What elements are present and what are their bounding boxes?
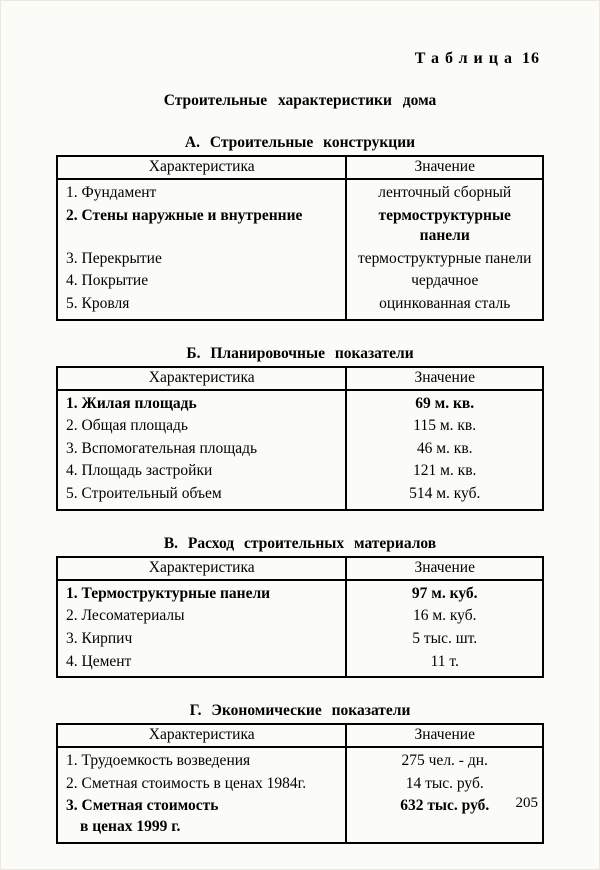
row-value: 115 м. кв.	[413, 417, 477, 435]
table-header-row	[57, 724, 543, 747]
col-header-value: Значение	[346, 156, 543, 179]
section-v-heading: В. Расход строительных материалов	[163, 534, 437, 552]
table-header-row	[57, 557, 543, 580]
section-b	[56, 345, 544, 511]
table-row	[57, 651, 543, 678]
table-label-number: 16	[522, 50, 540, 67]
table-label-word: Таблица	[414, 50, 518, 67]
row-characteristic: 4. Площадь застройки	[57, 460, 346, 483]
col-header-characteristic: Характеристика	[57, 724, 346, 747]
row-value: оцинкованная сталь	[379, 295, 511, 313]
table-row	[57, 747, 543, 773]
table-row	[57, 605, 543, 628]
table-row	[57, 580, 543, 606]
row-value: 69 м. кв.	[415, 394, 475, 412]
row-characteristic: 4. Цемент	[57, 651, 346, 678]
table-row	[57, 390, 543, 416]
row-characteristic: 2. Стены наружные и внутренние	[57, 205, 346, 248]
table-row	[57, 628, 543, 651]
row-value: 14 тыс. руб.	[405, 774, 484, 792]
row-value: 275 чел. - дн.	[401, 752, 488, 770]
row-characteristic: 1. Термоструктурные панели	[57, 580, 346, 606]
row-value: чердачное	[411, 272, 479, 290]
row-value: 121 м. кв.	[413, 462, 477, 480]
row-characteristic: 2. Общая площадь	[57, 415, 346, 438]
section-b-table	[56, 366, 544, 511]
row-characteristic: 1. Фундамент	[57, 179, 346, 205]
page-number: 205	[515, 795, 538, 811]
col-header-characteristic: Характеристика	[57, 156, 346, 179]
table-label	[56, 50, 544, 68]
row-characteristic: 1. Трудоемкость возведения	[57, 747, 346, 773]
row-characteristic: 3. Вспомогательная площадь	[57, 438, 346, 461]
table-row	[57, 483, 543, 510]
table-row	[57, 179, 543, 205]
row-characteristic: 1. Жилая площадь	[57, 390, 346, 416]
table-row	[57, 248, 543, 271]
section-a	[56, 134, 544, 321]
row-value: 11 т.	[430, 652, 459, 670]
table-row	[57, 205, 543, 248]
table-header-row	[57, 156, 543, 179]
section-v	[56, 535, 544, 678]
col-header-value: Значение	[346, 367, 543, 390]
section-g-table	[56, 723, 544, 843]
row-value: термоструктурные панели	[357, 249, 532, 267]
section-v-table	[56, 556, 544, 678]
table-row	[57, 438, 543, 461]
row-characteristic	[57, 795, 346, 842]
row-value: ленточный сборный	[378, 184, 512, 201]
table-row	[57, 293, 543, 320]
row-characteristic: 2. Сметная стоимость в ценах 1984г.	[57, 773, 346, 796]
col-header-characteristic: Характеристика	[57, 557, 346, 580]
row-value: 514 м. куб.	[409, 485, 481, 503]
table-row	[57, 270, 543, 293]
table-header-row	[57, 367, 543, 390]
section-g	[56, 702, 544, 843]
table-row	[57, 773, 543, 796]
section-a-table	[56, 155, 544, 321]
row-value: 97 м. куб.	[411, 584, 478, 602]
row-characteristic: 3. Перекрытие	[57, 248, 346, 271]
row-value: термоструктурные панели	[378, 206, 511, 245]
section-g-heading: Г. Экономические показатели	[189, 702, 411, 720]
row-value: 5 тыс. шт.	[412, 629, 478, 647]
col-header-characteristic: Характеристика	[57, 367, 346, 390]
col-header-value: Значение	[346, 724, 543, 747]
row-characteristic: 3. Кирпич	[57, 628, 346, 651]
row-characteristic: 5. Кровля	[57, 293, 346, 320]
row-value: 632 тыс. руб.	[400, 797, 490, 815]
row-characteristic: 5. Строительный объем	[57, 483, 346, 510]
section-b-heading: Б. Планировочные показатели	[186, 344, 414, 362]
row-characteristic: 2. Лесоматериалы	[57, 605, 346, 628]
row-value: 46 м. кв.	[416, 439, 473, 457]
col-header-value: Значение	[346, 557, 543, 580]
row-characteristic-line2: в ценах 1999 г.	[80, 817, 181, 835]
row-characteristic-line1: 3. Сметная стоимость	[66, 797, 219, 815]
table-row	[57, 415, 543, 438]
section-a-heading: А. Строительные конструкции	[184, 134, 416, 151]
table-row	[57, 460, 543, 483]
table-row	[57, 795, 543, 842]
page-title: Строительные характеристики дома	[163, 92, 437, 109]
row-characteristic: 4. Покрытие	[57, 270, 346, 293]
row-value: 16 м. куб.	[412, 607, 477, 625]
